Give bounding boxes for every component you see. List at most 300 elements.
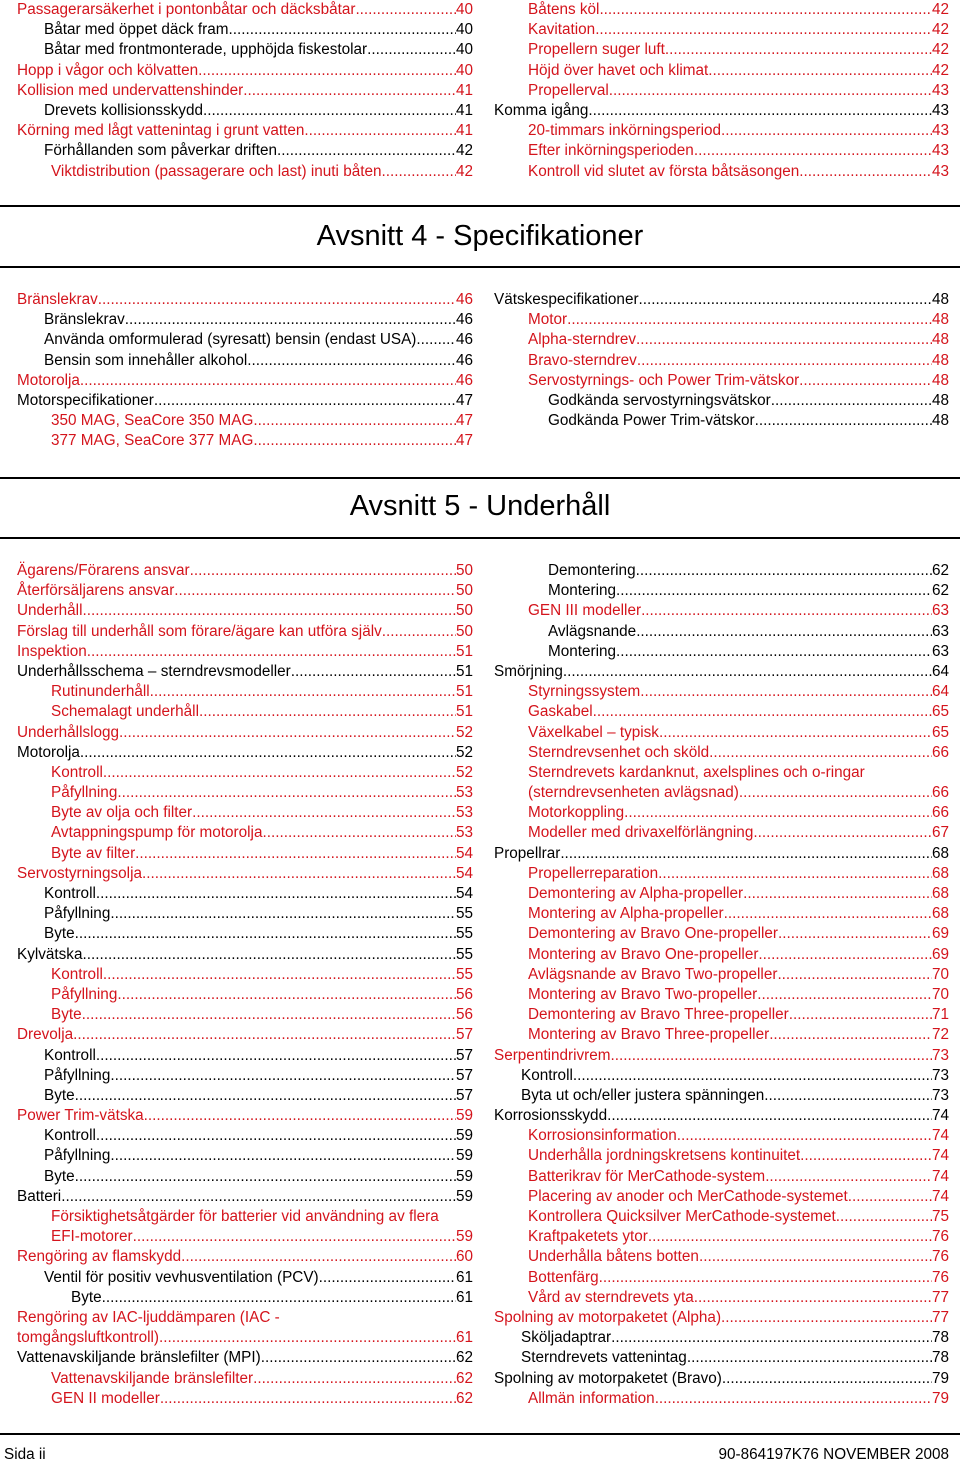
toc-entry-title: Avtappningspump för motorolja (51, 824, 263, 842)
toc-entry[interactable] (17, 162, 473, 182)
toc-entry-page: 65 (931, 723, 949, 741)
toc-entry-page: 74 (931, 1107, 949, 1125)
toc-entry[interactable] (494, 803, 949, 823)
toc-entry-title: Sterndrevets vattenintag (521, 1349, 687, 1367)
toc-entry[interactable] (494, 121, 949, 141)
toc-entry-title: GEN II modeller (51, 1389, 160, 1407)
toc-entry[interactable] (494, 723, 949, 743)
toc-entry[interactable] (17, 561, 473, 581)
toc-entry-title: Påfyllning (44, 1066, 111, 1084)
dot-leader (755, 411, 932, 431)
toc-entry[interactable] (17, 662, 473, 682)
toc-entry[interactable] (494, 622, 949, 642)
toc-entry-title: Båtens köl (528, 1, 600, 18)
toc-entry-title: Byte (44, 1086, 75, 1104)
toc-entry-title: Alpha-sterndrev (528, 331, 636, 349)
toc-entry-title: Batteri (17, 1187, 62, 1205)
toc-entry[interactable] (494, 141, 949, 161)
toc-entry-page: 46 (455, 371, 473, 389)
toc-entry-page: 72 (931, 1026, 949, 1044)
dot-leader (771, 391, 932, 411)
toc-entry-title: Montering av Bravo Two-propeller (528, 985, 758, 1003)
toc-entry[interactable] (494, 945, 949, 965)
toc-entry[interactable] (17, 1369, 473, 1389)
toc-entry[interactable] (17, 622, 473, 642)
toc-entry-title: Montering (548, 642, 617, 660)
toc-entry[interactable] (17, 1106, 473, 1126)
toc-entry[interactable] (17, 290, 473, 310)
toc-entry[interactable] (494, 1025, 949, 1045)
dot-leader (98, 290, 456, 310)
toc-entry[interactable] (17, 1187, 473, 1207)
toc-entry-page: 42 (931, 1, 949, 18)
toc-entry-page: 69 (931, 945, 949, 963)
toc-entry-title: Sterndrevets kardanknut, axelsplines och o-ringar (528, 763, 865, 781)
toc-entry-page: 73 (931, 1086, 949, 1104)
dot-leader (381, 162, 456, 182)
toc-entry[interactable] (17, 1308, 473, 1348)
toc-entry-page: 47 (455, 432, 473, 450)
toc-entry-title: 377 MAG, SeaCore 377 MAG (51, 432, 254, 450)
toc-entry[interactable] (494, 290, 949, 310)
dot-leader (753, 823, 932, 843)
toc-entry-title: Demontering av Bravo One-propeller (528, 925, 778, 943)
dot-leader (593, 702, 932, 722)
toc-entry[interactable] (17, 330, 473, 350)
toc-entry[interactable] (17, 763, 473, 783)
toc-entry[interactable] (17, 121, 473, 141)
toc-entry-page: 48 (931, 291, 949, 308)
toc-entry[interactable] (494, 1308, 949, 1328)
toc-entry[interactable] (17, 431, 473, 451)
toc-entry-title: Rengöring av IAC-ljuddämparen (IAC - (17, 1308, 280, 1326)
toc-entry[interactable] (17, 141, 473, 161)
toc-entry[interactable] (494, 0, 949, 20)
dot-leader (641, 601, 932, 621)
toc-entry[interactable] (17, 1247, 473, 1267)
dot-leader (80, 743, 456, 763)
toc-entry-title: Vätskespecifikationer (494, 291, 639, 308)
dot-leader (82, 601, 456, 621)
dot-leader (291, 662, 456, 682)
toc-entry-title: Smörjning (494, 662, 563, 680)
toc-entry[interactable] (17, 702, 473, 722)
toc-entry-title: Inspektion (17, 642, 87, 660)
toc-entry[interactable] (494, 1389, 949, 1409)
toc-entry-page: 52 (455, 723, 473, 741)
toc-entry-title: Byta ut och/eller justera spänningen (521, 1086, 765, 1104)
toc-entry-page: 68 (931, 844, 949, 862)
toc-entry-page: 74 (931, 1167, 949, 1185)
toc-entry-page: 57 (455, 1026, 473, 1044)
dot-leader (119, 723, 456, 743)
toc-entry[interactable] (494, 1005, 949, 1025)
toc-entry-page: 61 (455, 1329, 473, 1347)
toc-entry-title: Använda omformulerad (syresatt) bensin (endast USA) (44, 331, 417, 349)
toc-entry[interactable] (17, 985, 473, 1005)
toc-entry-title: Kontroll (44, 1046, 96, 1064)
toc-entry[interactable] (494, 101, 949, 121)
toc-entry[interactable] (494, 1187, 949, 1207)
toc-entry-title: Korrosionsinformation (528, 1127, 677, 1145)
footer-rule (0, 1433, 960, 1435)
toc-entry-title: Avlägsnande av Bravo Two-propeller (528, 965, 778, 983)
toc-entry[interactable] (17, 723, 473, 743)
toc-entry[interactable] (17, 642, 473, 662)
toc-entry[interactable] (17, 864, 473, 884)
toc-entry-page: 40 (455, 41, 473, 59)
divider (0, 266, 960, 268)
toc-entry-title: Bottenfärg (528, 1268, 599, 1286)
toc-entry-title: Spolning av motorpaketet (Alpha) (494, 1308, 722, 1326)
toc-entry[interactable] (494, 162, 949, 182)
toc-block-section5-left (17, 561, 473, 1409)
toc-entry[interactable] (494, 61, 949, 81)
dot-leader (659, 723, 932, 743)
toc-entry-title: Sterndrevsenhet och sköld (528, 743, 710, 761)
toc-entry[interactable] (494, 985, 949, 1005)
dot-leader (181, 1247, 456, 1267)
divider (0, 205, 960, 207)
toc-entry-title: Sköljadaptrar (521, 1329, 612, 1347)
toc-entry-title: Körning med lågt vattenintag i grunt vatten (17, 122, 305, 140)
toc-entry[interactable] (494, 1207, 949, 1227)
toc-entry-title: Båtar med öppet däck fram (44, 21, 229, 39)
dot-leader (636, 330, 932, 350)
toc-entry-page: 62 (931, 582, 949, 600)
toc-entry[interactable] (494, 1369, 949, 1389)
dot-leader (277, 141, 456, 161)
toc-entry[interactable] (17, 1066, 473, 1086)
toc-entry-title: Kontroll (51, 965, 103, 983)
toc-entry-page: 50 (455, 582, 473, 600)
toc-entry-page: 55 (455, 965, 473, 983)
dot-leader (304, 121, 456, 141)
toc-entry[interactable] (494, 965, 949, 985)
dot-leader (616, 581, 932, 601)
toc-entry-page: 55 (455, 925, 473, 943)
dot-leader (96, 884, 456, 904)
toc-entry[interactable] (494, 1247, 949, 1267)
dot-leader (609, 81, 932, 101)
dot-leader (560, 844, 932, 864)
toc-entry[interactable] (17, 945, 473, 965)
toc-entry[interactable] (17, 411, 473, 431)
toc-entry[interactable] (494, 1167, 949, 1187)
dot-leader (658, 864, 932, 884)
toc-block-top-left (17, 0, 473, 182)
toc-entry-title: Kontrollera Quicksilver MerCathode-systemet (528, 1208, 836, 1225)
toc-entry[interactable] (494, 1348, 949, 1368)
toc-entry[interactable] (17, 1348, 473, 1368)
toc-entry[interactable] (494, 864, 949, 884)
dot-leader (133, 1227, 456, 1247)
toc-entry-title: Byte (71, 1288, 102, 1306)
toc-entry[interactable] (17, 310, 473, 330)
dot-leader (789, 1005, 932, 1025)
toc-entry[interactable] (494, 351, 949, 371)
dot-leader (563, 662, 932, 682)
toc-entry[interactable] (494, 1328, 949, 1348)
toc-entry[interactable] (494, 743, 949, 763)
toc-entry-title: Underhålla jordningskretsens kontinuitet (528, 1147, 801, 1165)
dot-leader (160, 1389, 456, 1409)
toc-entry[interactable] (494, 391, 949, 411)
toc-entry-page: 56 (455, 1006, 473, 1024)
toc-entry-page: 57 (455, 1046, 473, 1064)
toc-entry-page: 66 (931, 784, 949, 802)
toc-entry[interactable] (494, 561, 949, 581)
toc-entry-title: Ägarens/Förarens ansvar (17, 562, 190, 579)
toc-entry-page: 76 (931, 1228, 949, 1246)
toc-entry[interactable] (17, 581, 473, 601)
dot-leader (103, 763, 456, 783)
toc-entry-page: 53 (455, 804, 473, 822)
toc-entry-title: 350 MAG, SeaCore 350 MAG (51, 412, 254, 430)
dot-leader (382, 622, 456, 642)
toc-entry[interactable] (494, 581, 949, 601)
dot-leader (367, 40, 456, 60)
toc-entry-page: 47 (455, 391, 473, 409)
toc-entry-title: Placering av anoder och MerCathode-systemet (528, 1187, 848, 1205)
toc-entry-page: 48 (931, 412, 949, 430)
toc-entry[interactable] (494, 1268, 949, 1288)
toc-entry-title: Försiktighetsåtgärder för batterier vid användning av flera (51, 1208, 439, 1225)
dot-leader (261, 1348, 456, 1368)
toc-entry[interactable] (17, 823, 473, 843)
toc-entry-title: Kollision med undervattenshinder (17, 81, 244, 99)
toc-entry[interactable] (494, 884, 949, 904)
toc-entry-page: 48 (931, 391, 949, 409)
toc-entry-title: Vattenavskiljande bränslefilter (MPI) (17, 1349, 261, 1367)
toc-entry-page: 41 (455, 81, 473, 99)
toc-entry-page: 50 (455, 622, 473, 640)
toc-entry-page: 70 (931, 965, 949, 983)
dot-leader (117, 985, 456, 1005)
toc-entry-page: 74 (931, 1127, 949, 1145)
toc-entry-title: Propellerval (528, 81, 609, 99)
toc-block-section5-right (494, 561, 949, 1409)
toc-entry-page: 43 (931, 81, 949, 99)
toc-entry[interactable] (494, 310, 949, 330)
dot-leader (243, 81, 456, 101)
toc-entry[interactable] (494, 1126, 949, 1146)
toc-entry-page: 55 (455, 945, 473, 963)
toc-entry-title: Rengöring av flamskydd (17, 1248, 182, 1266)
toc-entry[interactable] (17, 391, 473, 411)
toc-entry-page: 76 (931, 1248, 949, 1266)
toc-entry[interactable] (17, 1288, 473, 1308)
dot-leader (192, 803, 456, 823)
toc-entry[interactable] (17, 904, 473, 924)
toc-entry[interactable] (494, 40, 949, 60)
toc-entry[interactable] (17, 783, 473, 803)
toc-entry-page: 74 (931, 1147, 949, 1165)
toc-entry-title: Kontroll (44, 1127, 96, 1145)
dot-leader (799, 371, 932, 391)
toc-entry[interactable] (494, 371, 949, 391)
toc-entry-title: Servostyrnings- och Power Trim-vätskor (528, 371, 800, 389)
toc-entry[interactable] (494, 601, 949, 621)
dot-leader (80, 371, 456, 391)
dot-leader (611, 1328, 932, 1348)
toc-entry-page: 76 (931, 1268, 949, 1286)
toc-entry[interactable] (17, 1086, 473, 1106)
toc-entry-page: 52 (455, 743, 473, 761)
toc-entry-title: Montering av Bravo One-propeller (528, 945, 759, 963)
toc-entry-page: 50 (455, 602, 473, 620)
toc-entry[interactable] (494, 844, 949, 864)
toc-entry-page: 61 (455, 1268, 473, 1286)
toc-entry[interactable] (17, 682, 473, 702)
dot-leader (75, 1086, 456, 1106)
toc-entry-page: 46 (455, 311, 473, 329)
toc-entry-page: 42 (931, 21, 949, 39)
toc-entry-page: 46 (455, 291, 473, 308)
toc-entry[interactable] (494, 823, 949, 843)
toc-entry-title: Propellrar (494, 844, 561, 862)
toc-entry-page: 53 (455, 824, 473, 842)
toc-entry[interactable] (494, 1066, 949, 1086)
toc-entry-title: Ventil för positiv vevhusventilation (PCV) (44, 1268, 319, 1286)
toc-entry-page: 59 (455, 1167, 473, 1185)
toc-entry[interactable] (494, 763, 949, 803)
toc-entry[interactable] (494, 330, 949, 350)
toc-entry-page: 74 (931, 1187, 949, 1205)
toc-entry[interactable] (494, 1106, 949, 1126)
dot-leader (319, 1268, 456, 1288)
toc-entry[interactable] (17, 40, 473, 60)
toc-entry[interactable] (17, 844, 473, 864)
toc-entry-title: Kontroll (521, 1066, 573, 1084)
toc-entry-title: Demontering av Alpha-propeller (528, 885, 744, 902)
toc-entry-page: 79 (931, 1389, 949, 1407)
dot-leader (722, 1369, 932, 1389)
toc-entry-title: Motor (528, 311, 568, 329)
toc-block-section4-right (494, 290, 949, 431)
toc-entry[interactable] (17, 0, 473, 20)
toc-entry[interactable] (17, 803, 473, 823)
toc-entry-title: Korrosionsskydd (494, 1107, 608, 1125)
toc-entry[interactable] (494, 20, 949, 40)
toc-entry-page: 40 (455, 1, 473, 18)
toc-entry[interactable] (17, 371, 473, 391)
dot-leader (599, 0, 932, 20)
toc-entry[interactable] (17, 1126, 473, 1146)
toc-entry[interactable] (494, 924, 949, 944)
toc-entry[interactable] (494, 1086, 949, 1106)
toc-entry-page: 41 (455, 101, 473, 119)
dot-leader (73, 1025, 456, 1045)
toc-entry-title: Spolning av motorpaketet (Bravo) (494, 1369, 722, 1387)
toc-entry[interactable] (494, 81, 949, 101)
dot-leader (777, 965, 932, 985)
toc-entry[interactable] (494, 1227, 949, 1247)
toc-entry-title: Propellerreparation (528, 864, 659, 882)
dot-leader (229, 20, 456, 40)
dot-leader (595, 20, 932, 40)
dot-leader (110, 1146, 456, 1166)
toc-entry-title: Viktdistribution (passagerare och last) inuti båten (51, 162, 382, 180)
toc-entry[interactable] (17, 601, 473, 621)
toc-entry[interactable] (17, 743, 473, 763)
toc-entry[interactable] (17, 1389, 473, 1409)
toc-entry-page: 48 (931, 331, 949, 349)
toc-entry-page: 43 (931, 122, 949, 140)
toc-entry-title: Montering av Bravo Three-propeller (528, 1026, 770, 1044)
toc-entry-page: 59 (455, 1187, 473, 1205)
toc-entry-page: 51 (455, 703, 473, 721)
toc-entry-title: Byte (51, 1006, 82, 1024)
toc-entry[interactable] (17, 1025, 473, 1045)
toc-entry[interactable] (17, 81, 473, 101)
toc-entry-title: Batterikrav för MerCathode-system (528, 1167, 766, 1185)
dot-leader (739, 783, 932, 803)
dot-leader (96, 1046, 456, 1066)
toc-entry-title: Propellern suger luft (528, 41, 665, 59)
toc-entry[interactable] (17, 884, 473, 904)
toc-entry-page: 42 (455, 142, 473, 160)
toc-entry-page: 54 (455, 885, 473, 902)
toc-entry[interactable] (17, 101, 473, 121)
toc-entry[interactable] (494, 411, 949, 431)
toc-entry[interactable] (494, 1288, 949, 1308)
toc-entry[interactable] (494, 904, 949, 924)
toc-entry[interactable] (494, 662, 949, 682)
toc-entry-title: Kylvätska (17, 945, 83, 963)
toc-entry[interactable] (17, 965, 473, 985)
toc-entry-title: Båtar med frontmonterade, upphöjda fiskestolar (44, 41, 368, 59)
toc-entry-page: 40 (455, 21, 473, 39)
toc-entry-page: 60 (455, 1248, 473, 1266)
toc-entry[interactable] (17, 351, 473, 371)
toc-entry-page: 51 (455, 662, 473, 680)
dot-leader (355, 0, 456, 20)
dot-leader (82, 945, 456, 965)
toc-entry-title: Serpentindrivrem (494, 1046, 611, 1064)
toc-entry-title: GEN III modeller (528, 602, 642, 620)
toc-entry[interactable] (494, 1046, 949, 1066)
dot-leader (687, 1348, 932, 1368)
toc-entry[interactable] (17, 1146, 473, 1166)
toc-entry[interactable] (17, 1005, 473, 1025)
toc-entry[interactable] (17, 20, 473, 40)
dot-leader (61, 1187, 456, 1207)
dot-leader (150, 682, 456, 702)
toc-entry[interactable] (17, 1207, 473, 1247)
toc-entry-page: 41 (455, 122, 473, 140)
toc-entry-title: Komma igång (494, 101, 589, 119)
toc-entry-title: Förslag till underhåll som förare/ägare kan utföra själv (17, 622, 382, 640)
toc-entry[interactable] (17, 61, 473, 81)
section-4-title: Avsnitt 4 - Specifikationer (316, 220, 644, 252)
toc-entry[interactable] (17, 924, 473, 944)
dot-leader (247, 351, 456, 371)
toc-entry-page: 46 (455, 331, 473, 349)
toc-entry[interactable] (494, 682, 949, 702)
dot-leader (639, 290, 932, 310)
toc-entry-title: Avlägsnande (548, 622, 637, 640)
toc-entry[interactable] (17, 1167, 473, 1187)
toc-entry-page: 48 (931, 351, 949, 369)
toc-entry[interactable] (494, 702, 949, 722)
toc-entry[interactable] (17, 1268, 473, 1288)
toc-entry-title: Motorspecifikationer (17, 391, 154, 409)
toc-entry-page: 55 (455, 905, 473, 923)
toc-entry[interactable] (494, 642, 949, 662)
toc-entry[interactable] (17, 1046, 473, 1066)
toc-entry[interactable] (494, 1146, 949, 1166)
